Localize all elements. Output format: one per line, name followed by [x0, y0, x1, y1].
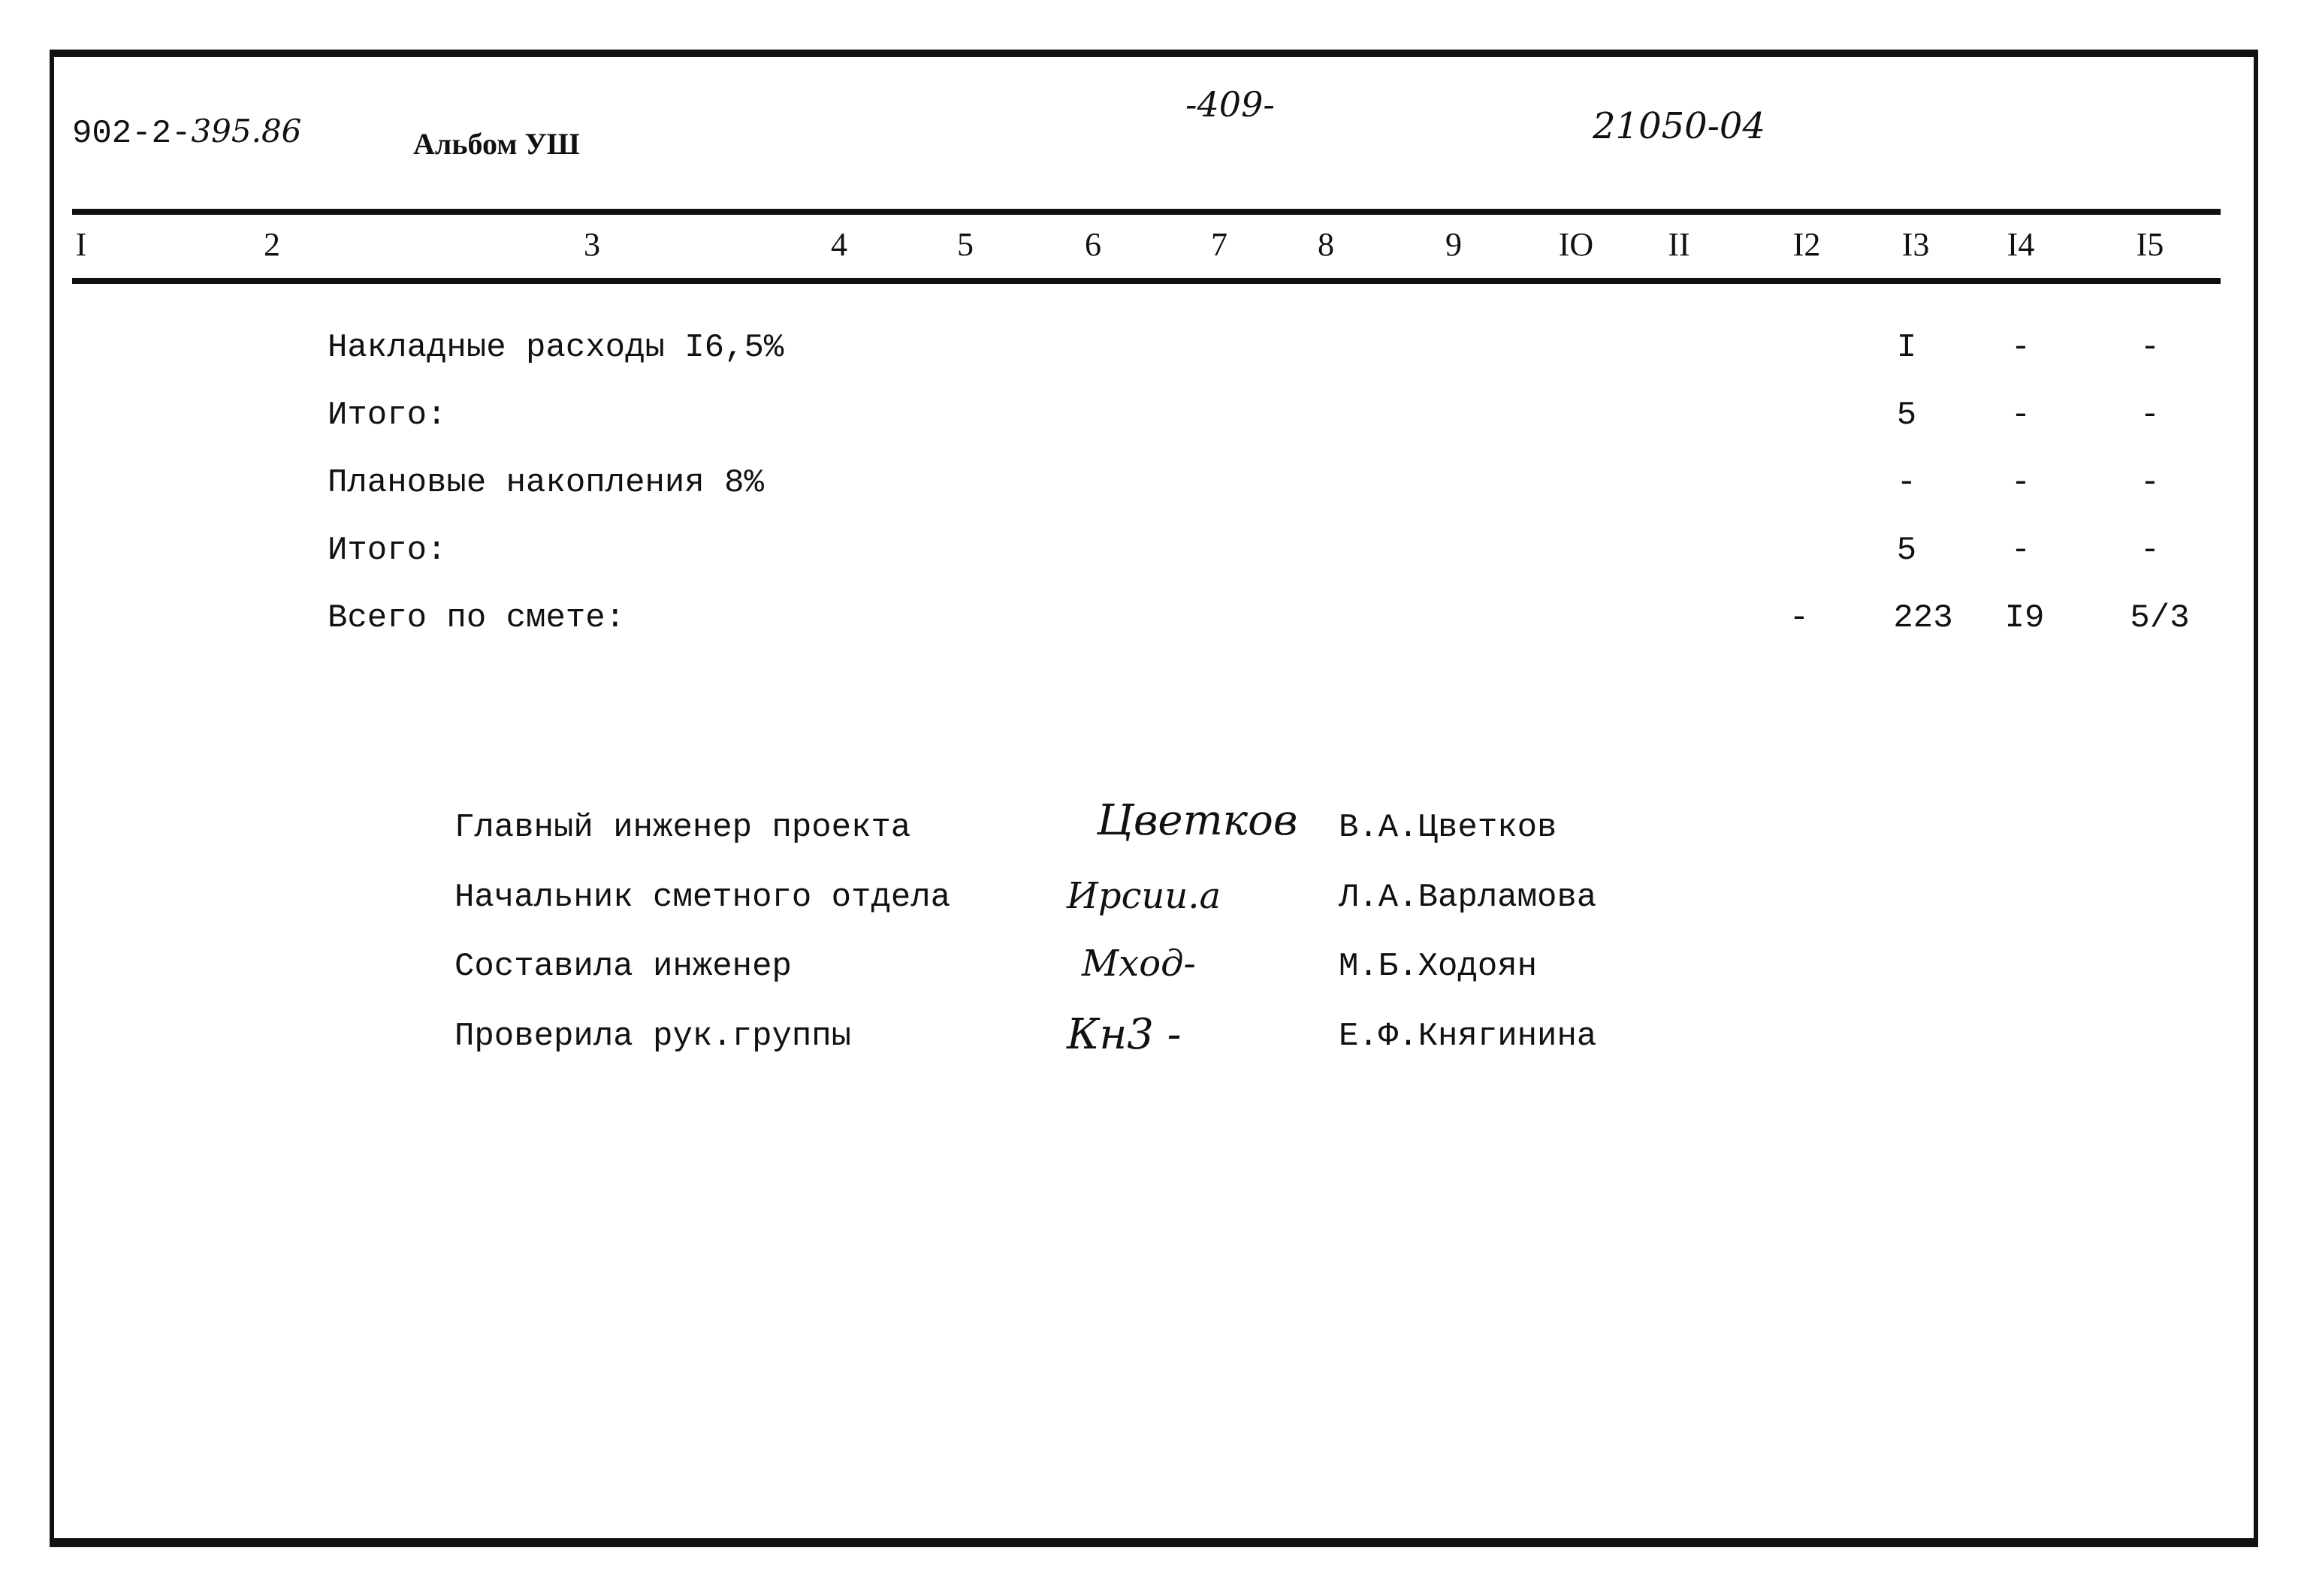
row-5-col-15: 5/3: [2130, 599, 2190, 637]
row-label-overhead: Накладные расходы I6,5%: [328, 329, 784, 367]
row-4-col-13: 5: [1896, 532, 1917, 569]
column-header-9: 9: [1445, 226, 1462, 263]
row-4-col-14: -: [2010, 532, 2031, 569]
page-number: -409-: [1185, 84, 1275, 125]
row-1-col-13: I: [1896, 329, 1917, 367]
document-code: [72, 113, 301, 152]
column-header-5: 5: [957, 226, 974, 263]
column-header-7: 7: [1211, 226, 1227, 263]
signature-name-3: М.Б.Ходоян: [1339, 948, 1538, 985]
signature-role-estimate-head: Начальник сметного отдела: [454, 879, 951, 916]
column-header-12: I2: [1792, 226, 1821, 263]
signature-mark-2: Ирсии.а: [1067, 875, 1221, 917]
row-1-col-15: -: [2139, 329, 2161, 367]
row-2-col-13: 5: [1896, 397, 1917, 434]
row-5-col-12: -: [1789, 599, 1810, 637]
row-3-col-15: -: [2139, 464, 2161, 502]
column-header-4: 4: [831, 226, 847, 263]
document-code-prefix: 902-2-: [72, 115, 192, 152]
signature-name-1: В.А.Цветков: [1339, 809, 1557, 846]
signature-role-compiled-by: Составила инженер: [454, 948, 792, 985]
column-header-11: II: [1668, 226, 1690, 263]
header-bottom-rule: [72, 278, 2221, 284]
album-label: Альбом УШ: [413, 127, 580, 161]
document-code-handwritten: 395.86: [191, 113, 302, 149]
column-header-10: IO: [1558, 226, 1594, 263]
signature-role-checked-by: Проверила рук.группы: [454, 1018, 852, 1055]
row-2-col-15: -: [2139, 397, 2161, 434]
row-3-col-14: -: [2010, 464, 2031, 502]
signature-name-2: Л.А.Варламова: [1339, 879, 1597, 916]
row-5-col-13: 223: [1893, 599, 1953, 637]
header-top-rule: [72, 209, 2221, 215]
row-label-subtotal-1: Итого:: [328, 397, 447, 434]
column-header-14: I4: [2007, 226, 2035, 263]
document-number: 21050-04: [1593, 105, 1765, 147]
row-2-col-14: -: [2010, 397, 2031, 434]
signature-role-chief-engineer: Главный инженер проекта: [454, 809, 911, 846]
signature-mark-4: Кн3 -: [1067, 1010, 1182, 1059]
row-label-subtotal-2: Итого:: [328, 532, 447, 569]
column-header-3: 3: [584, 226, 600, 263]
column-header-1: I: [75, 226, 87, 263]
row-label-grand-total: Всего по смете:: [328, 599, 626, 637]
row-3-col-13: -: [1896, 464, 1917, 502]
column-header-8: 8: [1318, 226, 1334, 263]
signature-mark-3: Мход-: [1082, 943, 1196, 985]
row-1-col-14: -: [2010, 329, 2031, 367]
column-header-15: I5: [2136, 226, 2164, 263]
row-5-col-14: I9: [2004, 599, 2045, 637]
row-4-col-15: -: [2139, 532, 2161, 569]
signature-mark-1: Цветков: [1097, 796, 1298, 845]
signature-name-4: Е.Ф.Княгинина: [1339, 1018, 1597, 1055]
column-header-13: I3: [1901, 226, 1930, 263]
column-header-2: 2: [264, 226, 280, 263]
column-header-6: 6: [1085, 226, 1101, 263]
row-label-planned-savings: Плановые накопления 8%: [328, 464, 764, 502]
